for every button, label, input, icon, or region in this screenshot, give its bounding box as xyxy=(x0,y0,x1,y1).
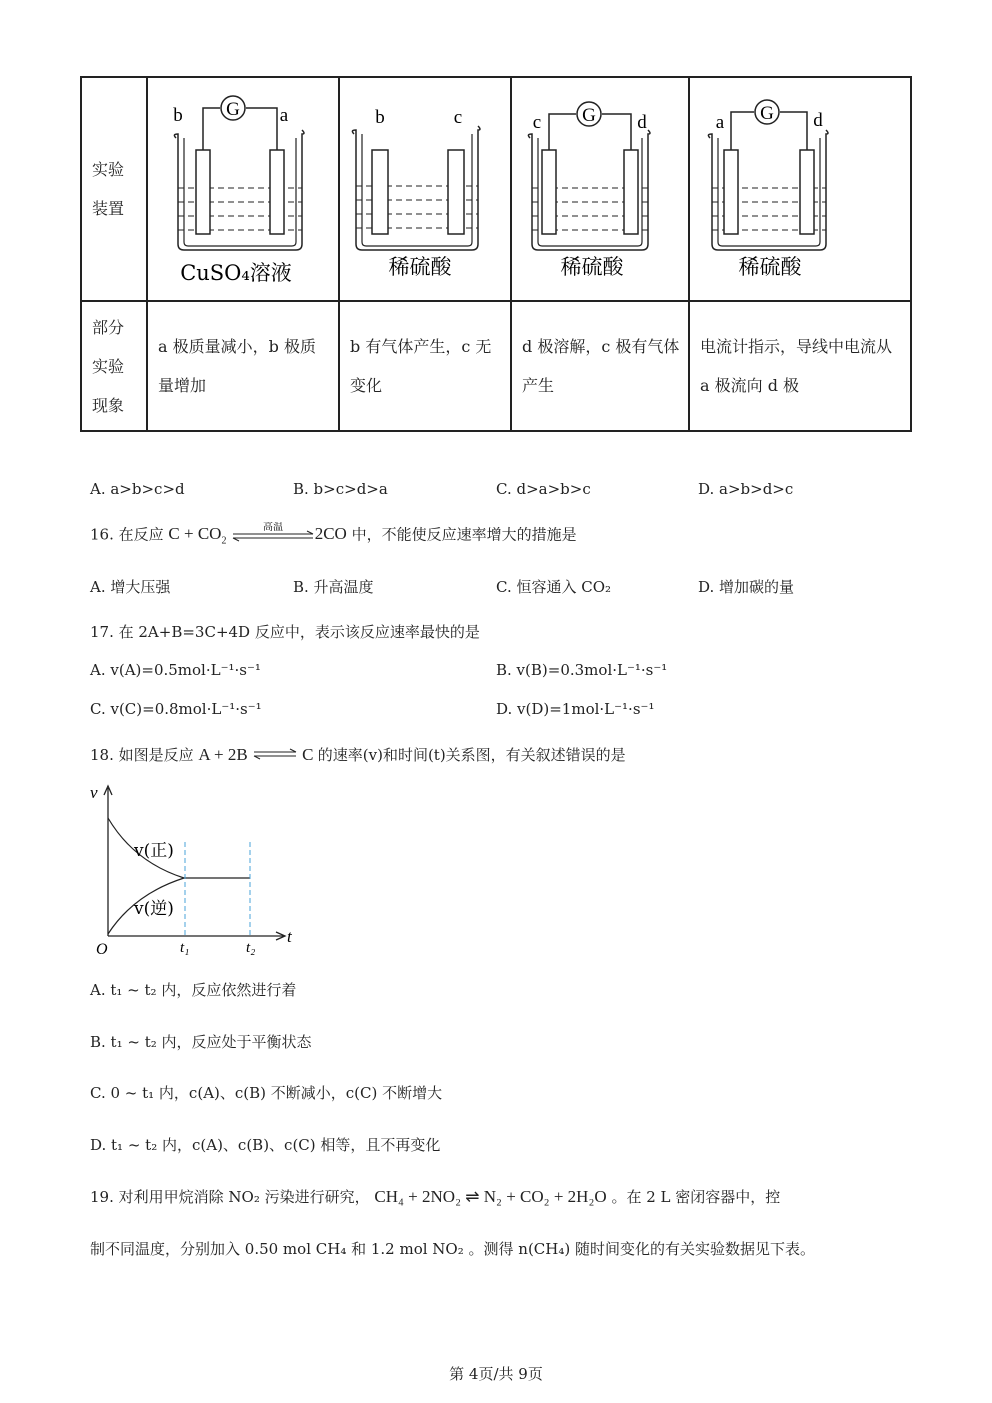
observation-cell-2 xyxy=(339,301,511,431)
q18-option-a: A. t₁ ~ t₂ 内，反应依然进行着 xyxy=(90,981,297,999)
q19-reaction: CH₄ + 2NO₂ ⇌ N₂ + CO₂ + 2H₂O xyxy=(374,1187,607,1206)
q16-prefix: 16. 在反应 xyxy=(90,525,164,544)
device-cell-3 xyxy=(511,77,689,301)
observation-line: d 极溶解，c 极有气体 xyxy=(522,337,680,356)
q15-option-b: B. b>c>d>a xyxy=(293,480,388,498)
observation-line: 产生 xyxy=(522,376,555,395)
experiment-table xyxy=(80,76,912,432)
q17-option-b: B. v(B)=0.3mol·L⁻¹·s⁻¹ xyxy=(496,661,668,679)
observation-line: 变化 xyxy=(350,376,383,395)
q17-option-c: C. v(C)=0.8mol·L⁻¹·s⁻¹ xyxy=(90,700,262,718)
reversible-arrow-icon xyxy=(231,522,315,549)
q19-suffix: 。在 2 L 密闭容器中，控 xyxy=(611,1188,781,1206)
electrode-left-label: b xyxy=(173,105,183,126)
electrode-right-label: a xyxy=(279,105,289,126)
header-line: 现象 xyxy=(92,395,125,415)
observation-line: a 极质量减小，b 极质 xyxy=(158,337,316,356)
observation-line: 量增加 xyxy=(158,376,207,395)
header-line: 实验 xyxy=(92,160,125,179)
q18-reaction xyxy=(198,745,317,764)
q16-option-b: B. 升高温度 xyxy=(293,578,374,596)
reverse-rate-label: v(逆) xyxy=(134,899,174,919)
header-line: 部分 xyxy=(92,317,125,337)
galvanometer-label: G xyxy=(760,103,774,124)
q18-option-d: D. t₁ ~ t₂ 内，c(A)、c(B)、c(C) 相等，且不再变化 xyxy=(90,1136,441,1154)
q15-option-c: C. d>a>b>c xyxy=(496,480,591,498)
observation-row-header xyxy=(81,301,147,431)
q18-stem xyxy=(90,744,626,766)
electrode-right-label: d xyxy=(813,110,823,131)
galvanometer-label: G xyxy=(582,105,596,126)
q16-suffix: 中，不能使反应速率增大的措施是 xyxy=(351,525,577,544)
reaction-left: A + 2B xyxy=(198,745,248,764)
q19-line-1 xyxy=(90,1186,780,1207)
observation-cell-4 xyxy=(689,301,911,431)
header-line: 实验 xyxy=(92,356,125,376)
solution-label: CuSO₄溶液 xyxy=(180,261,292,285)
device-row xyxy=(81,77,911,301)
q19-prefix: 19. 对利用甲烷消除 NO₂ 污染进行研究， xyxy=(90,1188,370,1206)
q18-option-c: C. 0 ~ t₁ 内，c(A)、c(B) 不断减小，c(C) 不断增大 xyxy=(90,1084,443,1102)
q16-option-c: C. 恒容通入 CO₂ xyxy=(496,578,612,596)
q16-reaction: $C + CO_2$ 高温 2CO xyxy=(168,524,346,543)
observation-cell-1 xyxy=(147,301,339,431)
q18-suffix: 的速率(v)和时间(t)关系图，有关叙述错误的是 xyxy=(317,746,626,764)
q16-option-d: D. 增加碳的量 xyxy=(698,578,795,596)
electrode-left-label: a xyxy=(715,112,725,133)
observation-row xyxy=(81,301,911,431)
q18-prefix: 18. 如图是反应 xyxy=(90,746,194,764)
electrode-left-label: b xyxy=(375,107,385,128)
page-footer: 第 4页/共 9页 xyxy=(449,1365,543,1383)
header-line: 装置 xyxy=(92,199,125,218)
solution-label: 稀硫酸 xyxy=(738,255,802,279)
rate-time-graph xyxy=(84,782,304,962)
q16-stem xyxy=(90,522,577,549)
observation-line: a 极流向 d 极 xyxy=(700,376,800,395)
y-axis-label: v xyxy=(90,783,98,802)
forward-rate-label: v(正) xyxy=(134,841,174,861)
reversible-arrow-icon xyxy=(252,746,298,766)
origin-label: O xyxy=(96,941,108,958)
reaction-right: C xyxy=(302,745,314,764)
galvanic-cell-diagram xyxy=(512,78,688,296)
electrolysis-beaker-diagram xyxy=(340,78,510,296)
galvanometer-label: G xyxy=(226,99,240,120)
reaction-condition: 高温 xyxy=(262,522,283,533)
solution-label: 稀硫酸 xyxy=(388,255,452,279)
electrode-right-label: c xyxy=(453,107,463,128)
q17-stem: 17. 在 2A+B=3C+4D 反应中，表示该反应速率最快的是 xyxy=(90,623,480,641)
t2-label: t₂ xyxy=(246,940,256,956)
t1-label: t₁ xyxy=(180,940,190,956)
galvanic-cell-diagram xyxy=(148,78,338,296)
electrode-right-label: d xyxy=(637,112,647,133)
q18-option-b: B. t₁ ~ t₂ 内，反应处于平衡状态 xyxy=(90,1033,312,1051)
q15-option-d: D. a>b>d>c xyxy=(698,480,794,498)
q19-line-2: 制不同温度，分别加入 0.50 mol CH₄ 和 1.2 mol NO₂ 。测得 n(CH₄) 随时间变化的有关实验数据见下表。 xyxy=(90,1240,815,1258)
q17-option-a: A. v(A)=0.5mol·L⁻¹·s⁻¹ xyxy=(90,661,261,679)
observation-cell-3 xyxy=(511,301,689,431)
observation-line: 电流计指示，导线中电流从 xyxy=(700,337,893,356)
device-row-header xyxy=(81,77,147,301)
q16-option-a: A. 增大压强 xyxy=(90,578,171,596)
device-cell-2 xyxy=(339,77,511,301)
x-axis-label: t xyxy=(287,927,292,946)
device-cell-1 xyxy=(147,77,339,301)
solution-label: 稀硫酸 xyxy=(560,255,624,279)
q17-option-d: D. v(D)=1mol·L⁻¹·s⁻¹ xyxy=(496,700,655,718)
observation-line: b 有气体产生，c 无 xyxy=(350,337,492,356)
galvanic-cell-diagram xyxy=(690,78,910,296)
device-cell-4 xyxy=(689,77,911,301)
electrode-left-label: c xyxy=(532,112,542,133)
q15-option-a: A. a>b>c>d xyxy=(90,480,185,498)
